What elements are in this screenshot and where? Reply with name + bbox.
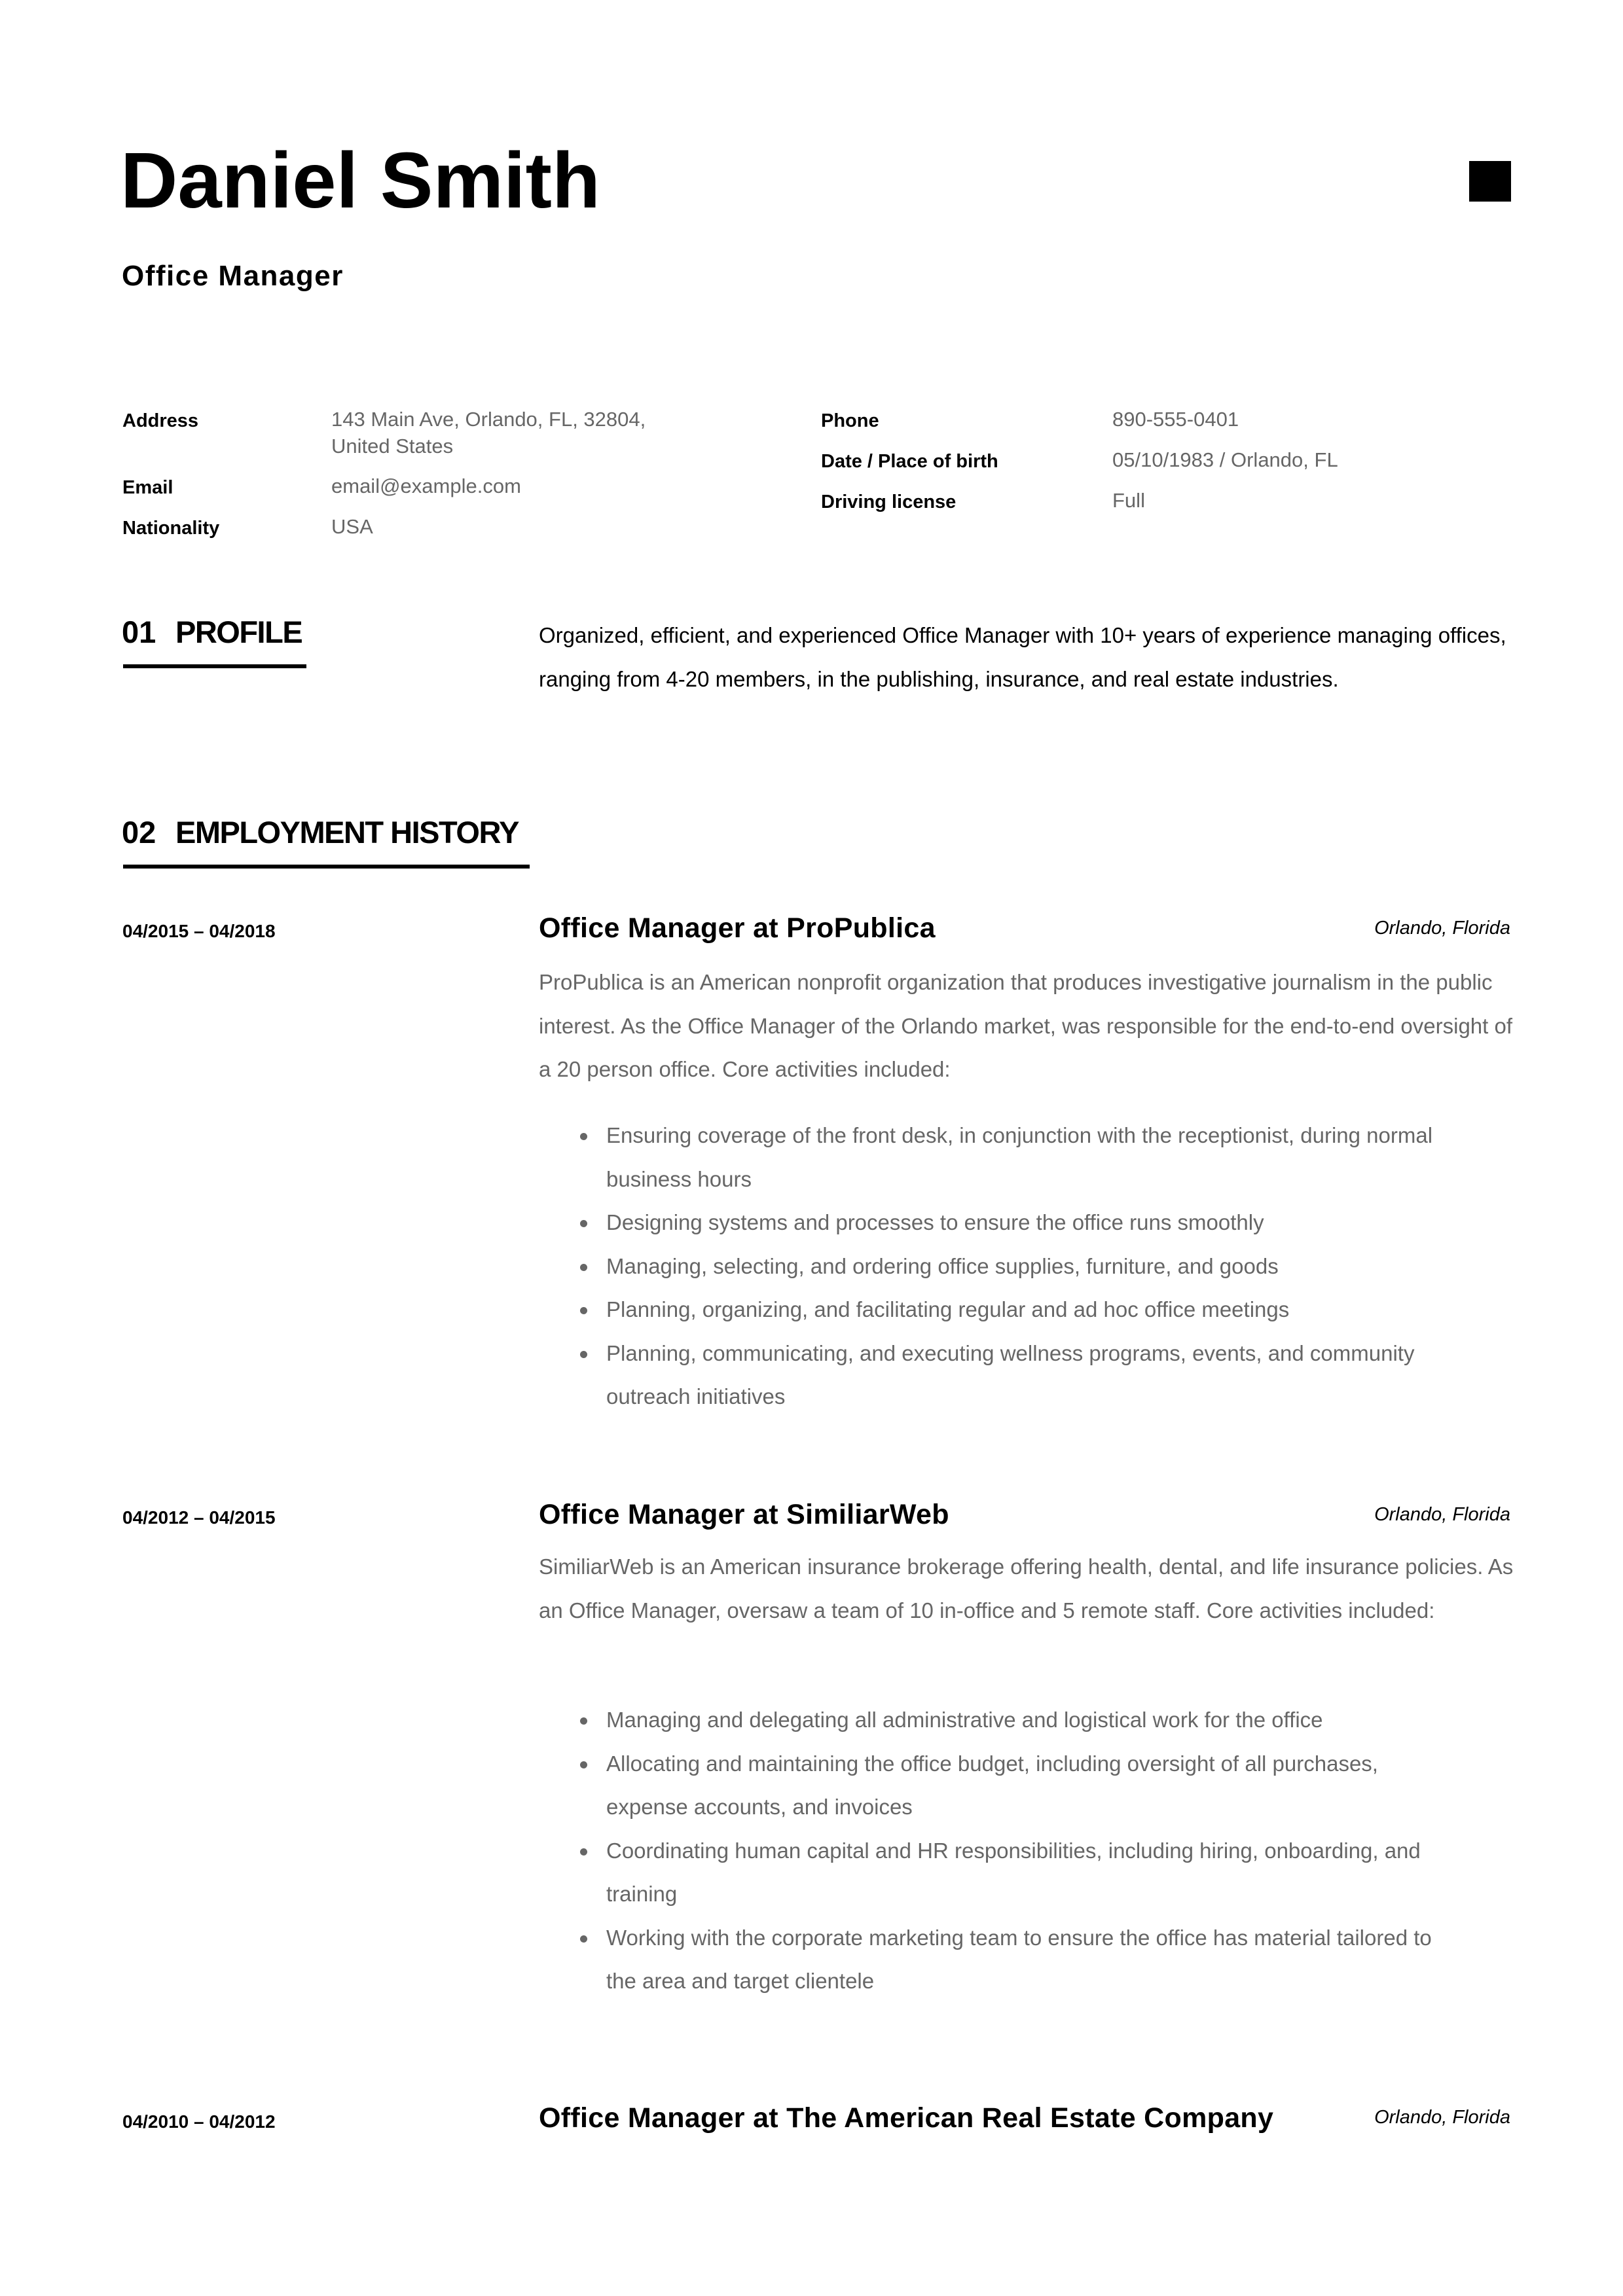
profile-section-title: PROFILE	[175, 615, 302, 649]
job-title: Office Manager at ProPublica	[539, 912, 936, 944]
bullet-icon	[580, 1264, 587, 1271]
address-value-line-2: United States	[331, 435, 454, 457]
profile-summary: Organized, efficient, and experienced Office Manager with 10+ years of experience managing offices, ranging from 4-20 members, in the publishing, insurance, and real estate industries.	[539, 623, 1506, 691]
profile-section-number: 01	[122, 615, 156, 649]
bullet-icon	[580, 1133, 587, 1140]
address-label: Address	[122, 410, 199, 431]
job-dates: 04/2010 – 04/2012	[122, 2111, 276, 2132]
bullet-icon	[580, 1848, 587, 1856]
bullet-icon	[580, 1307, 587, 1314]
bullet-icon	[580, 1717, 587, 1725]
job-title: Office Manager at The American Real Estate Company	[539, 2102, 1274, 2134]
bullet-icon	[580, 1935, 587, 1943]
responsibility-item: Planning, organizing, and facilitating regular and ad hoc office meetings	[539, 1288, 1455, 1332]
job-dates: 04/2015 – 04/2018	[122, 921, 276, 941]
employment-heading-underline	[123, 865, 530, 869]
email-value: email@example.com	[331, 475, 521, 497]
responsibility-item: Allocating and maintaining the office budget, including oversight of all purchases, expense accounts, and invoices	[539, 1742, 1455, 1829]
driving-license-label: Driving license	[821, 492, 957, 512]
responsibility-item: Planning, communicating, and executing wellness programs, events, and community outreach initiatives	[539, 1332, 1455, 1419]
black-square-icon	[1469, 161, 1511, 202]
bullet-icon	[580, 1220, 587, 1227]
profile-heading	[122, 614, 302, 651]
candidate-headline: Office Manager	[122, 260, 344, 292]
responsibility-item: Managing and delegating all administrative and logistical work for the office	[539, 1698, 1455, 1742]
profile-heading-underline	[123, 664, 306, 668]
job-title: Office Manager at SimiliarWeb	[539, 1499, 949, 1530]
phone-label: Phone	[821, 410, 879, 431]
nationality-label: Nationality	[122, 518, 220, 539]
email-label: Email	[122, 477, 173, 498]
responsibility-item: Managing, selecting, and ordering office supplies, furniture, and goods	[539, 1245, 1455, 1289]
responsibility-item: Ensuring coverage of the front desk, in conjunction with the receptionist, during normal business hours	[539, 1114, 1455, 1201]
job-location: Orlando, Florida	[1374, 1504, 1510, 1525]
birth-label: Date / Place of birth	[821, 451, 998, 472]
nationality-value: USA	[331, 515, 373, 538]
job-responsibilities	[539, 1698, 1455, 2003]
driving-license-value: Full	[1112, 489, 1145, 512]
employment-section-number: 02	[122, 815, 156, 850]
birth-value: 05/10/1983 / Orlando, FL	[1112, 448, 1338, 471]
address-value-line-1: 143 Main Ave, Orlando, FL, 32804,	[331, 408, 646, 431]
job-responsibilities	[539, 1114, 1455, 1419]
job-description: SimiliarWeb is an American insurance brokerage offering health, dental, and life insurance policies. As an Office Manager, oversaw a team of 10 in-office and 5 remote staff. Core activities included:	[539, 1554, 1514, 1623]
job-location: Orlando, Florida	[1374, 918, 1510, 939]
phone-value: 890-555-0401	[1112, 408, 1239, 431]
job-description: ProPublica is an American nonprofit organization that produces investigative journalism in the public interest. As the Office Manager of the Orlando market, was responsible for the end-to-end oversight of a 20 person office. Core activities included:	[539, 970, 1513, 1081]
job-dates: 04/2012 – 04/2015	[122, 1507, 276, 1528]
bullet-icon	[580, 1761, 587, 1768]
employment-section-title: EMPLOYMENT HISTORY	[175, 815, 519, 850]
bullet-icon	[580, 1351, 587, 1358]
responsibility-item: Working with the corporate marketing team to ensure the office has material tailored to the area and target clientele	[539, 1916, 1455, 2003]
responsibility-item: Coordinating human capital and HR responsibilities, including hiring, onboarding, and training	[539, 1829, 1455, 1916]
candidate-name: Daniel Smith	[120, 135, 600, 224]
employment-heading	[122, 814, 519, 851]
responsibility-item: Designing systems and processes to ensure the office runs smoothly	[539, 1201, 1455, 1245]
job-location: Orlando, Florida	[1374, 2107, 1510, 2128]
